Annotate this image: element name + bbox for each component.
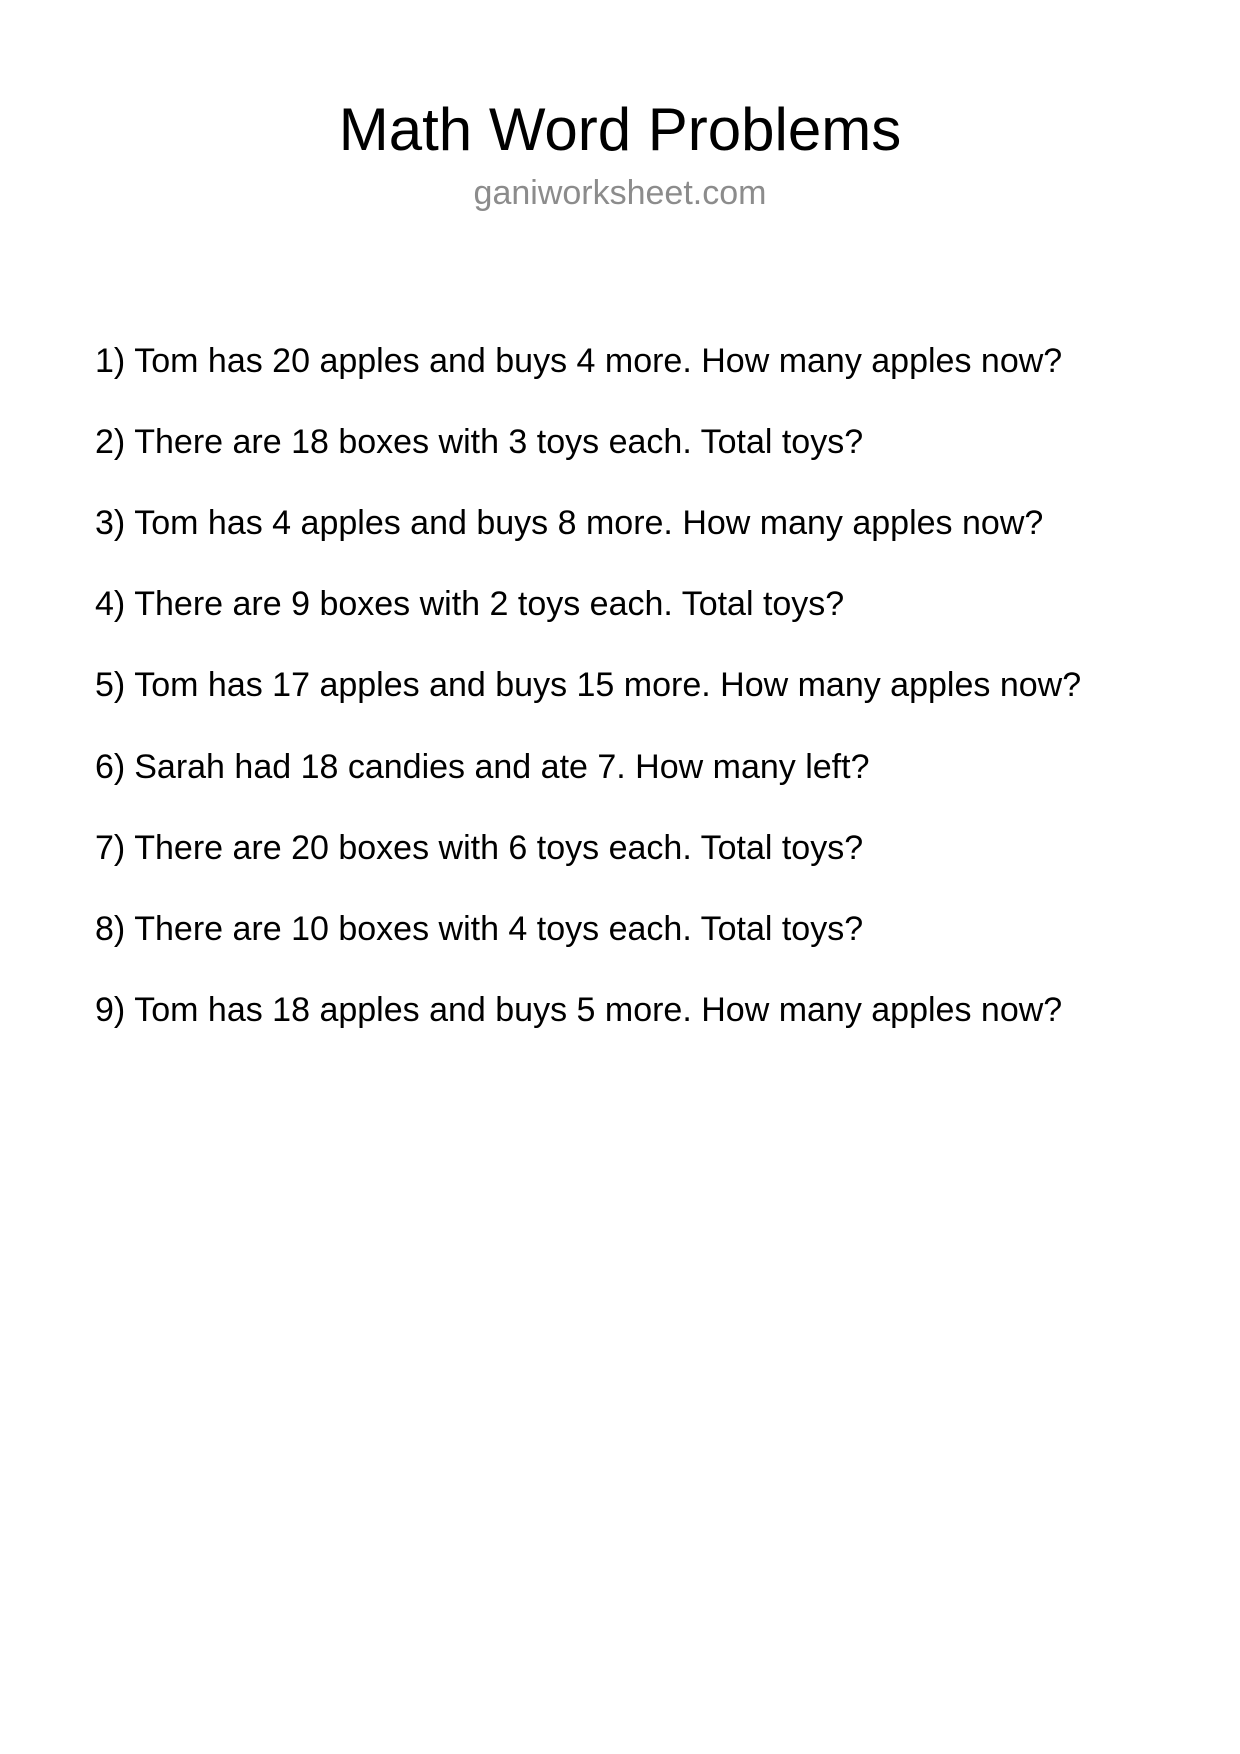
problem-item-1 [95,341,1200,381]
problem-number: 9) [95,990,126,1029]
problem-item-6 [95,747,1200,787]
problem-number: 5) [95,666,126,705]
problem-text: There are 18 boxes with 3 toys each. Total toys? [134,423,864,462]
problem-text: There are 20 boxes with 6 toys each. Total toys? [134,828,864,867]
problem-item-3 [95,503,1200,543]
problem-item-7 [95,828,1200,868]
worksheet-header [0,0,1240,210]
problem-text: There are 9 boxes with 2 toys each. Total toys? [134,585,845,624]
problem-text: Sarah had 18 candies and ate 7. How many left? [134,747,870,786]
problem-number: 2) [95,423,126,462]
problem-item-4 [95,584,1200,624]
problem-number: 8) [95,909,126,948]
problem-text: Tom has 18 apples and buys 5 more. How many apples now? [134,990,1063,1029]
problem-number: 6) [95,747,126,786]
problem-number: 4) [95,585,126,624]
problem-item-5 [95,665,1200,705]
problem-text: Tom has 4 apples and buys 8 more. How many apples now? [134,504,1044,543]
problem-text: Tom has 17 apples and buys 15 more. How many apples now? [134,666,1082,705]
problem-text: There are 10 boxes with 4 toys each. Total toys? [134,909,864,948]
problem-text: Tom has 20 apples and buys 4 more. How many apples now? [134,342,1063,380]
problem-number: 1) [95,342,126,380]
problem-item-2 [95,422,1200,462]
problem-number: 7) [95,828,126,867]
problem-item-9 [95,990,1200,1030]
subtitle-website: ganiworksheet.com [473,174,767,212]
problem-item-8 [95,909,1200,949]
page-title: Math Word Problems [338,96,902,163]
problem-number: 3) [95,504,126,543]
problems-list [0,341,1240,1030]
